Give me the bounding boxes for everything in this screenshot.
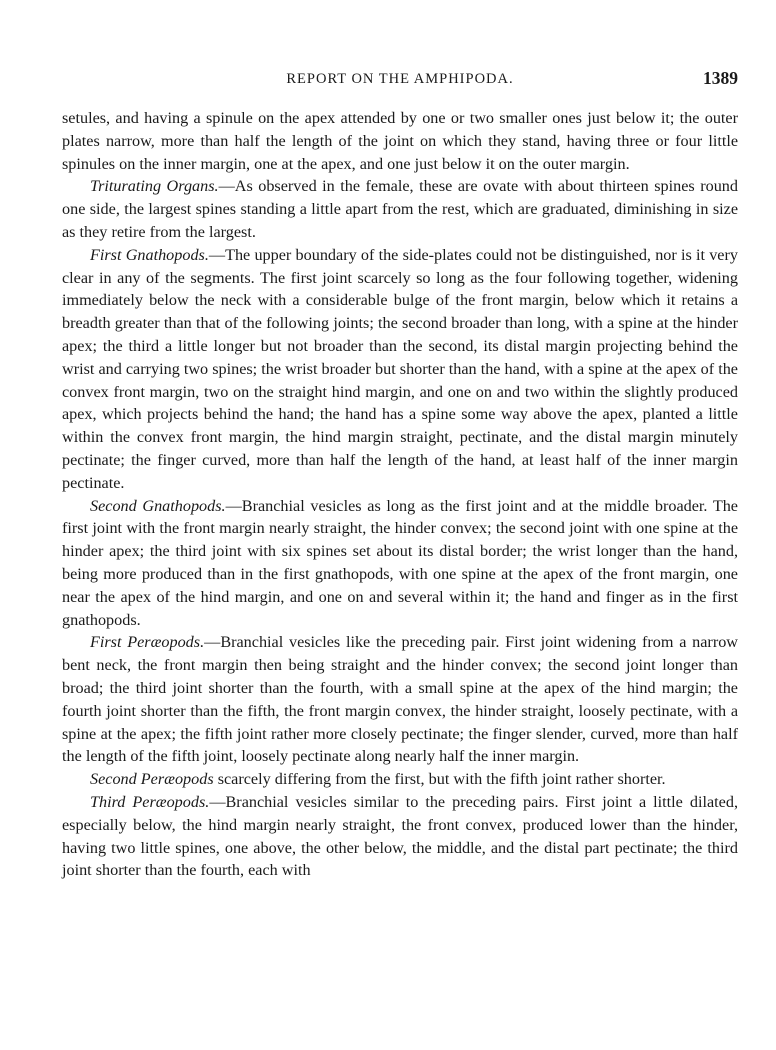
paragraph-second-peraeopods <box>62 768 738 791</box>
body-text <box>62 107 738 882</box>
paragraph-text: setules, and having a spinule on the apex attended by one or two smaller ones just below it; the outer plates narrow, more than half the length of the joint on which they stand, having three or four little spinules on the inner margin, one at the apex, and one just below it on the outer margin. <box>62 109 738 173</box>
paragraph-triturating-organs <box>62 175 738 243</box>
section-heading: Third Peræopods. <box>90 792 210 811</box>
paragraph-text: —Branchial vesicles as long as the first joint and at the middle broader. The first joint with the front margin nearly straight, the hinder convex; the second joint with one spine at the hinder apex; the third joint with six spines set about its distal border; the wrist longer than the hand, being more produced than in the first gnathopods, with one spine at the apex of the front margin, one near the apex of the hind margin, and one on and several within it; the hand and finger as in the first gnathopods. <box>62 496 738 629</box>
page-number: 1389 <box>703 68 738 88</box>
paragraph-third-peraeopods <box>62 791 738 882</box>
paragraph-text: —The upper boundary of the side-plates could not be distinguished, nor is it very clear in any of the segments. The first joint scarcely so long as the four following together, widening immediately below the neck with a considerable bulge of the front margin, below which it retains a breadth greater than that of the following joints; the second broader than long, with a spine at the hinder apex; the third a little longer but not broader than the second, its distal margin projecting behind the wrist and carrying two spines; the wrist broader but shorter than the hand, with a spine at the apex of the convex front margin, two on the straight hind margin, and one on and two within the slightly produced apex, which projects behind the hand; the hand has a spine some way above the apex, planted a little within the convex front margin, the hind margin straight, pectinate, and the distal margin minutely pectinate; the finger curved, more than half the length of the hand, at least half of the inner margin pectinate. <box>62 245 738 492</box>
running-head <box>62 68 738 90</box>
section-heading: First Gnathopods. <box>90 245 209 264</box>
paragraph-second-gnathopods <box>62 495 738 632</box>
paragraph-text: —Branchial vesicles like the preceding pair. First joint widening from a narrow bent neck, the front margin then being straight and the hinder convex; the second joint longer than broad; the third joint shorter than the fourth, with a small spine at the apex of the hind margin; the fourth joint shorter than the fifth, the front margin convex, the hinder straight, loosely pectinate, with a spine at the apex; the fifth joint rather more closely pectinate; the finger slender, curved, more than half the length of the fifth joint, loosely pectinate along nearly half the inner margin. <box>62 633 738 766</box>
paragraph-first-peraeopods <box>62 631 738 768</box>
paragraph-first-gnathopods <box>62 244 738 495</box>
paragraph-text: —Branchial vesicles similar to the preceding pairs. First joint a little dilated, especially below, the hind margin nearly straight, the front convex, produced lower than the hinder, having two little spines, one above, the other below, the middle, and the distal part pectinate; the third joint shorter than the fourth, each with <box>62 792 738 880</box>
section-heading: First Peræopods. <box>90 633 205 652</box>
section-heading: Second Peræopods <box>90 770 214 789</box>
paragraph-text: —As observed in the female, these are ovate with about thirteen spines round one side, the largest spines standing a little apart from the rest, which are graduated, diminishing in size as they retire from the largest. <box>62 177 738 241</box>
section-heading: Second Gnathopods. <box>90 496 226 515</box>
paragraph-text: scarcely differing from the first, but with the fifth joint rather shorter. <box>213 770 666 789</box>
running-title: REPORT ON THE AMPHIPODA. <box>286 71 514 87</box>
paragraph-continuation <box>62 107 738 175</box>
section-heading: Triturating Organs. <box>90 177 219 196</box>
